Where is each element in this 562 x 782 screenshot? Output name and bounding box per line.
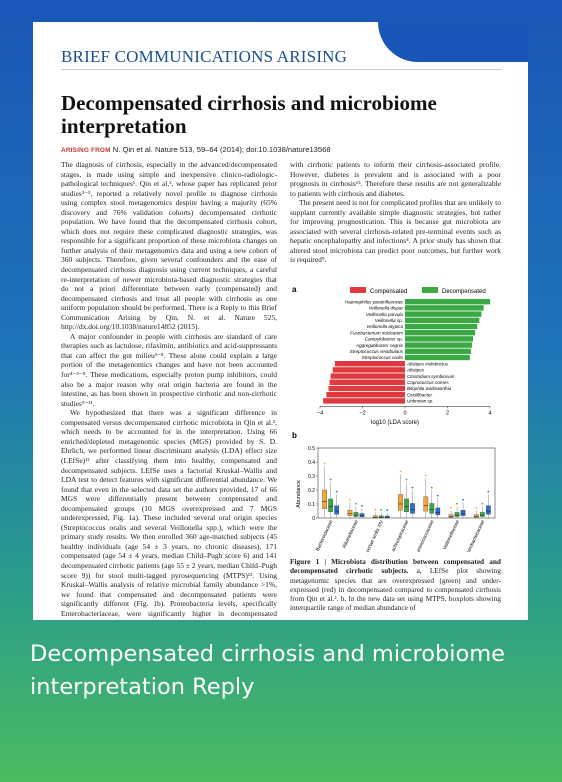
lda-bar <box>329 386 406 391</box>
box-outlier <box>330 479 332 481</box>
box-iqr <box>480 512 484 516</box>
box-iqr <box>354 512 358 516</box>
box-iqr <box>328 499 332 512</box>
lda-bar <box>405 330 475 335</box>
box-category-label: Bacteroidaceae <box>315 519 335 552</box>
box-outlier <box>355 503 357 505</box>
reply-title-banner: Decompensated cirrhosis and microbiome interpretation Reply <box>30 641 506 700</box>
box-iqr <box>486 506 490 514</box>
box-category-label: Rikenellaceae <box>342 519 360 550</box>
box-outlier <box>406 479 408 481</box>
lda-bar <box>330 380 405 385</box>
lda-bar <box>335 361 405 366</box>
caption-text: a, LEfSe plot showing metagenomic species that are overexpressed (green) and under-expressed (red) in decompensated compared to compensated cirrhosis from Qin et al.². b, In the new data set using MTPS, boxplots showing interquartile range of median abundance of <box>290 566 501 613</box>
lda-bar-label: Aggregatibacter segnis <box>356 342 403 348</box>
box-iqr <box>348 510 352 516</box>
box-y-axis-label: Abundance <box>296 480 302 508</box>
body-paragraph: The present need is not for complicated profiles that are unlikely to supplant currently available simple diagnostic strategies, but rather for improving prognostication. This is because gut microbiota are associated with several cirrhosis-related pre-terminal events such as hepatic encephalopathy and infections⁴. A prior study has shown that altered stool microbiota can predict poor outcomes, but further work is required⁹. <box>290 198 501 265</box>
body-paragraph: with cirrhotic patients to inform their cirrhosis-associated profile. However, diabetes is prevalent and is associated with a poor prognosis in cirrhosis¹⁵. Therefore these results are not generalizable to patients with cirrhosis and diabetes. <box>290 160 501 198</box>
caption-title: Figure 1 | Microbiota distribution between compensated and decompensated cirrhotic subjects. <box>290 557 501 576</box>
legend-compensated-label: Compensated <box>370 289 408 295</box>
lda-tick-label: 0 <box>403 410 407 417</box>
lda-bar-label: Veillonella atypica <box>366 324 403 330</box>
figure-caption <box>290 557 501 613</box>
arising-label: ARISING FROM <box>61 147 111 154</box>
lda-bar <box>405 349 471 354</box>
lda-bar <box>405 324 477 329</box>
box-outlier <box>487 491 489 493</box>
box-iqr <box>424 497 428 511</box>
lda-plot <box>317 299 492 416</box>
lda-bar-label: Fusobacterium nucleatum <box>350 330 403 336</box>
lda-bar <box>333 367 405 372</box>
lda-bar <box>405 311 482 316</box>
lda-bar <box>405 342 472 347</box>
box-category-label: Lachnospiraceae <box>390 519 411 552</box>
lda-bar-label: Alistipes <box>407 367 425 373</box>
legend-decompensated-label: Decompensated <box>442 289 486 295</box>
journal-series-heading: BRIEF COMMUNICATIONS ARISING <box>61 47 348 66</box>
body-left-column <box>61 160 277 620</box>
box-iqr <box>461 510 465 516</box>
box-outlier <box>349 499 351 501</box>
lda-bar-label: Streptococcus vestibularis <box>349 349 403 354</box>
lda-tick-label: 2 <box>445 410 450 417</box>
heading-rule <box>61 69 501 70</box>
box-outlier <box>450 507 452 509</box>
box-plot <box>308 446 495 552</box>
box-outlier <box>437 495 439 497</box>
lda-tick-label: 4 <box>488 410 492 417</box>
article-title: Decompensated cirrhosis and microbiome interpretation <box>61 91 437 138</box>
lda-bar-label: Streptococcus oralis <box>361 355 403 361</box>
lda-bar-label: Oscillibacter <box>407 392 433 398</box>
body-paragraph: The diagnosis of cirrhosis, especially in the advanced/decompensated stages, is made using simple and inexpensive clinico-radiologic-pathological techniques¹. Qin et al.², whose paper has replicated prior studies³⁻⁵, reported a relatively novel profile to diagnose cirrhosis using complex stool metagenomics despite having a majority (65% discovery and 76% validation cohorts) decompensated cirrhotic population. We have found that the decompensated cirrhosis cohort, which does not require these complicated diagnostic strategies, was responsible for a significant proportion of these microbiota changes on further analysis of their metagenomics data and using a new cohort of 360 subjects. Therefore, given several confounders and the ease of decompensated cirrhosis diagnosis using current techniques, a careful re-interpretation of newer microbiota-based diagnostic strategies that do not a priori differentiate between early (compensated) and decompensated cirrhosis and treat all people with cirrhosis as one uniform population should be performed. There is a Reply to this Brief Communication Arising by Qin, N. et al. Nature 525, http://dx.doi.org/10.1038/nature14852 (2015). <box>61 160 277 332</box>
lda-x-axis-label: log10 (LDA score) <box>370 420 420 426</box>
box-iqr <box>430 503 434 513</box>
lda-bar <box>331 373 405 378</box>
panel-b-label: b <box>292 431 297 440</box>
body-right-column <box>290 160 501 265</box>
lda-bar-label: Veillonella sp. <box>374 318 403 323</box>
box-category-label: Veillonellaceae <box>442 519 461 551</box>
box-y-tick-label: 0.5 <box>308 445 315 452</box>
lda-tick-label: −2 <box>359 410 366 417</box>
lda-bar-label: Haemophilus parainfluenzae <box>344 299 403 305</box>
box-outlier <box>456 503 458 505</box>
body-paragraph: A major confounder in people with cirrhosis are standard of care therapies such as lactulose, rifaximin, antibiotics and acid-suppressants that can affect the gut milieu³⁻⁸. These alone could explain a large portion of the metagenomics changes and have not been accounted for⁴⁻⁵⁻⁸. These medications, especially proton pump inhibitors, could also be a major reason why oral origin bacteria are found in the intestine, as has been shown in prospective cirrhotic and non-cirrhotic studies⁹⁻¹¹. <box>61 331 277 408</box>
box-outlier <box>400 471 402 473</box>
lda-bar <box>405 355 470 360</box>
lda-bar-label: Coprococcus comes <box>407 380 449 385</box>
box-iqr <box>334 506 338 514</box>
lda-bar <box>405 299 490 304</box>
box-y-tick-label: 0.1 <box>308 501 315 508</box>
box-y-tick-label: 0.3 <box>308 473 315 480</box>
box-iqr <box>404 499 408 512</box>
lda-bar <box>405 336 473 341</box>
legend-decompensated-swatch <box>422 287 438 293</box>
box-iqr <box>322 490 326 509</box>
box-outlier <box>374 509 376 511</box>
box-outlier <box>386 509 388 511</box>
box-iqr <box>436 508 440 515</box>
box-outlier <box>380 509 382 511</box>
lda-bar-label: Veillonella parvula <box>365 311 403 317</box>
box-y-tick-label: 0 <box>312 515 315 522</box>
box-category-label: Incertae sedis XIV <box>364 519 386 552</box>
box-outlier <box>336 491 338 493</box>
lda-bar <box>405 318 479 323</box>
page-corner-decoration <box>378 22 528 62</box>
lda-bar-label: Bilophila wadsworthia <box>407 386 452 392</box>
lda-bar <box>326 392 405 397</box>
box-outlier <box>481 503 483 505</box>
lda-bar-label: Alistipes indistinctus <box>407 361 449 367</box>
figure-1-svg <box>290 282 501 552</box>
lda-bar-label: Unknown sp. <box>407 398 434 404</box>
lda-bar <box>323 398 405 403</box>
article-page <box>33 22 528 620</box>
body-paragraph: We hypothesized that there was a significant difference in compensated versus decompensated cirrhotic microbiota in Qin et al.², which needs to be accounted for in the interpretation. Using 66 enriched/depleted metagenomic species (MGS) provided by S. D. Ehrlich, we performed linear discriminant analysis (LDA) effect size (LEfSe)¹² after classifying them into healthy, compensated and decompensated subjects. LEfSe uses a factorial Kruskal–Wallis and LDA test to detect features with significant differential abundance. We found that even in the selected data set the authors provided, 17 of 66 MGS were differentially present between compensated and decompensated groups (10 MGS overexpressed and 7 MGS underexpressed, Fig. 1a). These included several oral origin species (Streptococcus oralis and several Veillonella spp.), which were the primary study results. We then enrolled 360 age-matched subjects (45 healthy individuals (age 54 ± 3 years, no chronic diseases), 171 compensated (age 54 ± 4 years, median Child–Pugh score 6) and 141 decompensated cirrhotic patients (age 55 ± 2 years, median Child–Pugh score 9)) for stool multi-tagged pyrosequencing (MTPS)¹³. Using Kruskal–Wallis analysis of relative microbial family abundance >1%, we found that compensated and decompensated patients were significantly different (Fig. 1b). Proteobacteria levels, specifically Enterobacteriaceae, were significantly higher in decompensated <box>61 408 277 618</box>
box-outlier <box>475 507 477 509</box>
lda-bar-label: Clostridium symbiosum <box>407 373 455 379</box>
box-iqr <box>455 512 459 516</box>
arising-reference[interactable]: N. Qin et al. Nature 513, 59–64 (2014); doi:10.1038/nature13568 <box>110 145 331 154</box>
box-outlier <box>425 475 427 477</box>
lda-bar-label: Campylobacter sp. <box>364 336 403 342</box>
box-outlier <box>431 487 433 489</box>
panel-a-label: a <box>292 285 297 294</box>
box-outlier <box>361 505 363 507</box>
box-outlier <box>462 499 464 501</box>
box-iqr <box>360 514 364 517</box>
box-iqr <box>398 494 402 510</box>
lda-tick-label: −4 <box>316 410 324 417</box>
arising-from-line <box>61 145 331 154</box>
box-y-tick-label: 0.2 <box>308 487 315 494</box>
box-outlier <box>324 463 326 465</box>
box-outlier <box>412 487 414 489</box>
box-y-tick-label: 0.4 <box>308 459 315 466</box>
box-category-label: Ruminococcaceae <box>414 519 436 552</box>
box-iqr <box>410 503 414 513</box>
lda-bar-label: Veillonella dispar <box>368 305 403 311</box>
legend-compensated-swatch <box>350 287 366 293</box>
figure-1 <box>290 282 501 552</box>
box-category-label: Enterobacteriaceae <box>464 519 487 552</box>
lda-bar <box>405 305 484 310</box>
